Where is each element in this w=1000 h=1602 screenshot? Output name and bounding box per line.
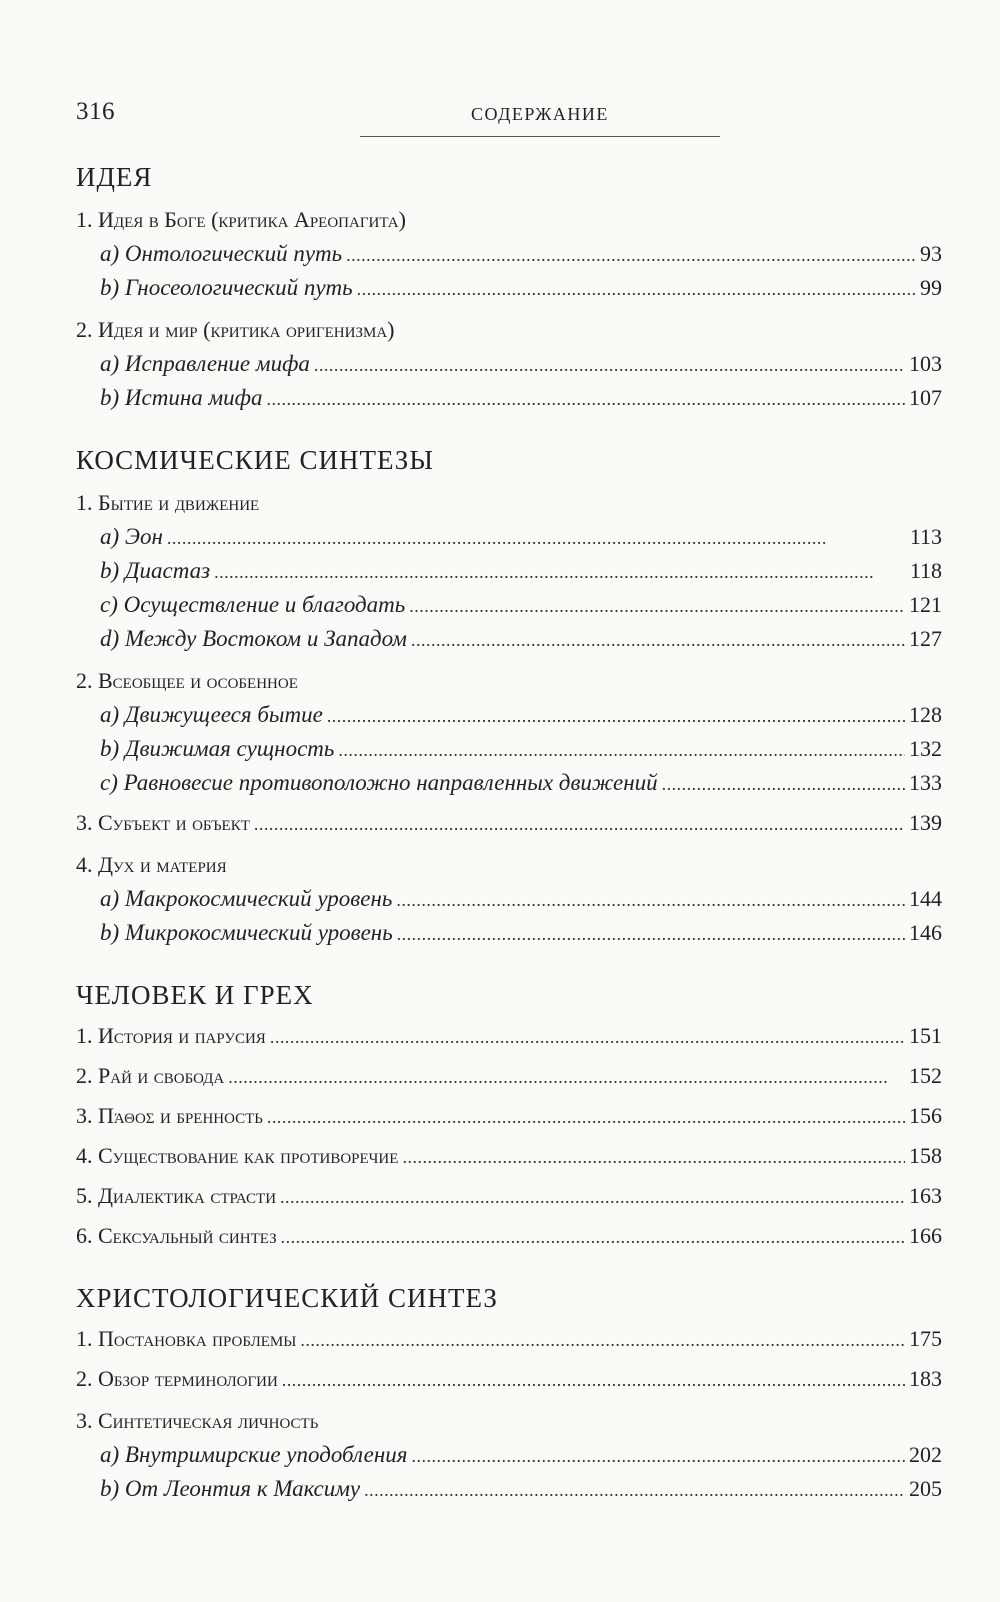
leader-dots <box>281 1220 905 1254</box>
entry-label: c) Равновесие противоположно направленных движений <box>100 770 658 796</box>
entry-page: 175 <box>909 1326 942 1352</box>
toc-entry <box>76 916 942 950</box>
leader-dots <box>397 917 905 951</box>
leader-dots <box>409 589 905 623</box>
entry-label: 3. Субъект и объект <box>76 810 250 836</box>
toc-entry <box>76 732 942 766</box>
leader-dots <box>327 699 905 733</box>
leader-dots <box>314 348 905 382</box>
section-title: ИДЕЯ <box>76 162 153 192</box>
leader-dots <box>280 1180 905 1214</box>
toc-group <box>76 313 942 415</box>
toc-entry <box>76 1322 942 1356</box>
entry-label: 2. Рай и свобода <box>76 1063 225 1089</box>
toc-entry <box>76 1362 942 1396</box>
entry-label: b) От Леонтия к Максиму <box>100 1476 361 1502</box>
toc-entry <box>76 271 942 305</box>
entry-label: c) Осуществление и благодать <box>100 592 406 618</box>
toc-entry <box>76 520 942 554</box>
entry-page: 158 <box>909 1143 942 1169</box>
leader-dots <box>300 1323 905 1357</box>
toc-entry <box>76 237 942 271</box>
leader-dots <box>214 555 906 589</box>
entry-label: a) Макрокосмический уровень <box>100 886 393 912</box>
entry-label: a) Движущееся бытие <box>100 702 323 728</box>
entry-label: 4. Существование как противоречие <box>76 1143 399 1169</box>
toc-entry <box>76 622 942 656</box>
toc-entry <box>76 1438 942 1472</box>
section-title: КОСМИЧЕСКИЕ СИНТЕЗЫ <box>76 445 434 476</box>
section-title: ЧЕЛОВЕК И ГРЕХ <box>76 980 314 1011</box>
toc-entry <box>76 1472 942 1506</box>
entry-label: 3. Πάθος и бренность <box>76 1103 263 1129</box>
running-head: СОДЕРЖАНИЕ <box>471 104 609 124</box>
group-title: 1. Бытие и движение <box>76 490 260 516</box>
toc-group <box>76 664 942 800</box>
toc-entry <box>76 766 942 800</box>
toc-entry <box>76 698 942 732</box>
toc-entry <box>76 347 942 381</box>
entry-page: 163 <box>909 1183 942 1209</box>
leader-dots <box>411 623 905 657</box>
header-rule <box>360 136 720 137</box>
entry-page: 183 <box>909 1366 942 1392</box>
toc-entry <box>76 1139 942 1173</box>
entry-label: d) Между Востоком и Западом <box>100 626 407 652</box>
toc-group <box>76 1404 942 1506</box>
section-title: ХРИСТОЛОГИЧЕСКИЙ СИНТЕЗ <box>76 1283 498 1314</box>
toc-section <box>76 160 942 415</box>
toc-group <box>76 848 942 950</box>
entry-page: 139 <box>909 810 942 836</box>
entry-label: a) Исправление мифа <box>100 351 310 377</box>
table-of-contents <box>76 148 942 1506</box>
leader-dots <box>411 1439 905 1473</box>
leader-dots <box>267 382 905 416</box>
entry-label: a) Эон <box>100 524 163 550</box>
entry-label: 6. Сексуальный синтез <box>76 1223 277 1249</box>
entry-label: a) Внутримирские уподобления <box>100 1442 408 1468</box>
entry-page: 127 <box>909 626 942 652</box>
toc-group <box>76 203 942 305</box>
entry-page: 146 <box>909 920 942 946</box>
entry-page: 205 <box>909 1476 942 1502</box>
entry-label: b) Движимая сущность <box>100 736 335 762</box>
entry-page: 107 <box>909 385 942 411</box>
toc-entry <box>76 1219 942 1253</box>
entry-label: 5. Диалектика страсти <box>76 1183 277 1209</box>
entry-page: 113 <box>909 524 942 550</box>
page-number: 316 <box>76 98 115 125</box>
group-title: 4. Дух и материя <box>76 852 227 878</box>
entry-page: 128 <box>909 702 942 728</box>
entry-page: 132 <box>909 736 942 762</box>
leader-dots <box>282 1363 905 1397</box>
entry-label: 1. Постановка проблемы <box>76 1326 297 1352</box>
entry-page: 133 <box>909 770 942 796</box>
toc-entry <box>76 1179 942 1213</box>
entry-label: b) Диастаз <box>100 558 211 584</box>
entry-label: b) Гносеологический путь <box>100 275 353 301</box>
group-title: 3. Синтетическая личность <box>76 1408 319 1434</box>
group-title: 2. Всеобщее и особенное <box>76 668 298 694</box>
leader-dots <box>402 1140 905 1174</box>
entry-page: 121 <box>909 592 942 618</box>
entry-page: 151 <box>909 1023 942 1049</box>
toc-section <box>76 443 942 950</box>
entry-page: 144 <box>909 886 942 912</box>
toc-entry <box>76 1059 942 1093</box>
entry-label: 2. Обзор терминологии <box>76 1366 278 1392</box>
toc-entry <box>76 1019 942 1053</box>
entry-label: b) Микрокосмический уровень <box>100 920 393 946</box>
entry-page: 93 <box>920 241 942 267</box>
group-title: 2. Идея и мир (критика оригенизма) <box>76 317 395 343</box>
entry-page: 99 <box>920 275 942 301</box>
leader-dots <box>228 1060 905 1094</box>
leader-dots <box>346 238 916 272</box>
entry-label: b) Истина мифа <box>100 385 263 411</box>
leader-dots <box>270 1020 905 1054</box>
group-title: 1. Идея в Боге (критика Ареопагита) <box>76 207 406 233</box>
toc-entry <box>76 882 942 916</box>
entry-page: 152 <box>909 1063 942 1089</box>
leader-dots <box>338 733 905 767</box>
leader-dots <box>662 767 905 801</box>
toc-entry <box>76 381 942 415</box>
entry-page: 156 <box>909 1103 942 1129</box>
toc-entry <box>76 1099 942 1133</box>
leader-dots <box>364 1473 905 1507</box>
leader-dots <box>267 1100 905 1134</box>
toc-section <box>76 1281 942 1506</box>
toc-section <box>76 978 942 1253</box>
entry-page: 166 <box>909 1223 942 1249</box>
leader-dots <box>357 272 916 306</box>
entry-page: 202 <box>909 1442 942 1468</box>
leader-dots <box>167 521 906 555</box>
toc-entry <box>76 588 942 622</box>
toc-entry <box>76 554 942 588</box>
entry-label: a) Онтологический путь <box>100 241 343 267</box>
toc-entry <box>76 806 942 840</box>
leader-dots <box>396 883 905 917</box>
entry-label: 1. История и парусия <box>76 1023 266 1049</box>
entry-page: 103 <box>909 351 942 377</box>
entry-page: 118 <box>909 558 942 584</box>
leader-dots <box>254 807 905 841</box>
toc-group <box>76 486 942 656</box>
